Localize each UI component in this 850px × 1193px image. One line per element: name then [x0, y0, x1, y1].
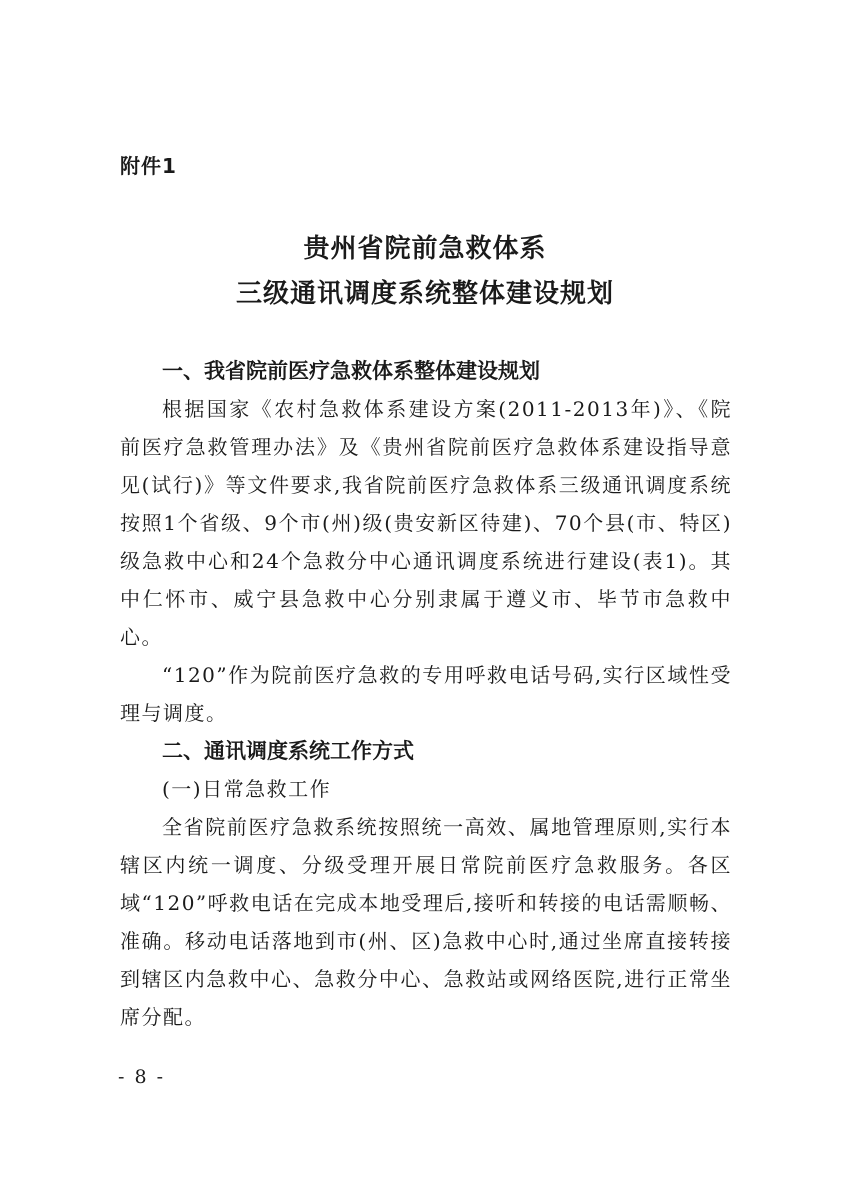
attachment-label: 附件1: [120, 154, 177, 178]
section-2-paragraph-1: 全省院前医疗急救系统按照统一高效、属地管理原则,实行本辖区内统一调度、分级受理开展日常院前医疗急救服务。各区域“120”呼救电话在完成本地受理后,接听和转接的电话需顺畅、准确。移动电话落地到市(州、区)急救中心时,通过坐席直接转接到辖区内急救中心、急救分中心、急救站或网络医院,进行正常坐席分配。: [120, 815, 732, 1029]
page-number: - 8 -: [118, 1066, 166, 1088]
section-1-paragraph-1: 根据国家《农村急救体系建设方案(2011-2013年)》、《院前医疗急救管理办法》及《贵州省院前医疗急救体系建设指导意见(试行)》等文件要求,我省院前医疗急救体系三级通讯调度系统按照1个省级、9个市(州)级(贵安新区待建)、70个县(市、特区)级急救中心和24个急救分中心通讯调度系统进行建设(表1)。其中仁怀市、威宁县急救中心分别隶属于遵义市、毕节市急救中心。: [120, 397, 732, 649]
section-2-subheading: (一)日常急救工作: [162, 777, 332, 801]
document-title-line-2: 三级通讯调度系统整体建设规划: [235, 279, 614, 309]
document-title-line-1: 贵州省院前急救体系: [303, 234, 547, 264]
section-1-heading: 一、我省院前医疗急救体系整体建设规划: [162, 359, 540, 383]
section-2-heading: 二、通讯调度系统工作方式: [162, 739, 414, 763]
section-1-paragraph-2: “120”作为院前医疗急救的专用呼救电话号码,实行区域性受理与调度。: [120, 663, 732, 725]
document-body: [120, 352, 732, 1036]
